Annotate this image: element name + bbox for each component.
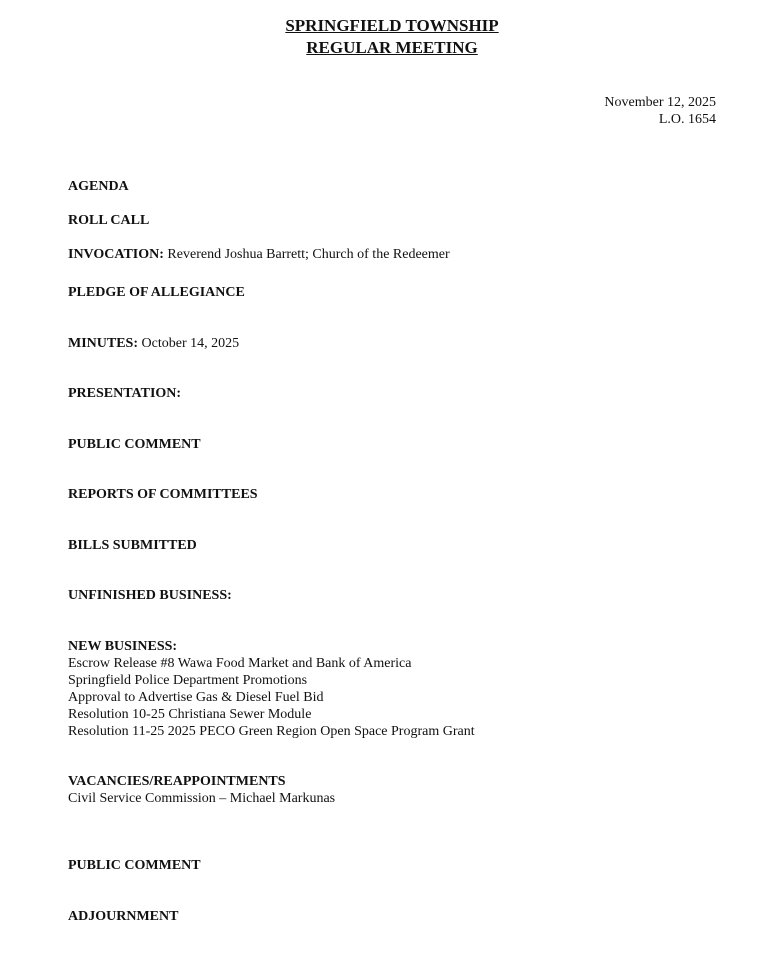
list-item: Springfield Police Department Promotions — [68, 673, 308, 688]
vacancies-label: VACANCIES/REAPPOINTMENTS — [68, 774, 286, 789]
minutes-text: October 14, 2025 — [141, 336, 240, 351]
presentation-heading: PRESENTATION: — [68, 386, 182, 401]
reports-heading: REPORTS OF COMMITTEES — [68, 487, 258, 502]
public-comment-heading-1: PUBLIC COMMENT — [68, 437, 201, 452]
list-item: Resolution 11-25 2025 PECO Green Region Open Space Program Grant — [68, 724, 475, 739]
list-item: Approval to Advertise Gas & Diesel Fuel Bid — [68, 690, 324, 705]
adjournment-heading: ADJOURNMENT — [68, 909, 179, 924]
list-item: Civil Service Commission – Michael Markunas — [68, 791, 336, 806]
list-item: Resolution 10-25 Christiana Sewer Module — [68, 707, 312, 722]
new-business-label: NEW BUSINESS: — [68, 639, 178, 654]
roll-call-heading: ROLL CALL — [68, 213, 150, 228]
new-business-section — [68, 638, 475, 740]
unfinished-business-heading: UNFINISHED BUSINESS: — [68, 588, 232, 603]
lo-number: L.O. 1654 — [658, 112, 716, 127]
invocation-text: Reverend Joshua Barrett; Church of the Redeemer — [167, 247, 450, 262]
pledge-heading: PLEDGE OF ALLEGIANCE — [68, 285, 245, 300]
title-line-2: REGULAR MEETING — [306, 38, 478, 57]
title-line-1: SPRINGFIELD TOWNSHIP — [285, 16, 499, 35]
invocation-label: INVOCATION: — [68, 247, 164, 262]
invocation-section — [68, 246, 450, 263]
bills-heading: BILLS SUBMITTED — [68, 538, 197, 553]
vacancies-section — [68, 773, 335, 807]
agenda-heading: AGENDA — [68, 179, 129, 194]
minutes-section — [68, 335, 239, 352]
public-comment-heading-2: PUBLIC COMMENT — [68, 858, 201, 873]
meeting-date: November 12, 2025 — [604, 95, 716, 110]
minutes-label: MINUTES: — [68, 336, 139, 351]
list-item: Escrow Release #8 Wawa Food Market and Bank of America — [68, 656, 412, 671]
